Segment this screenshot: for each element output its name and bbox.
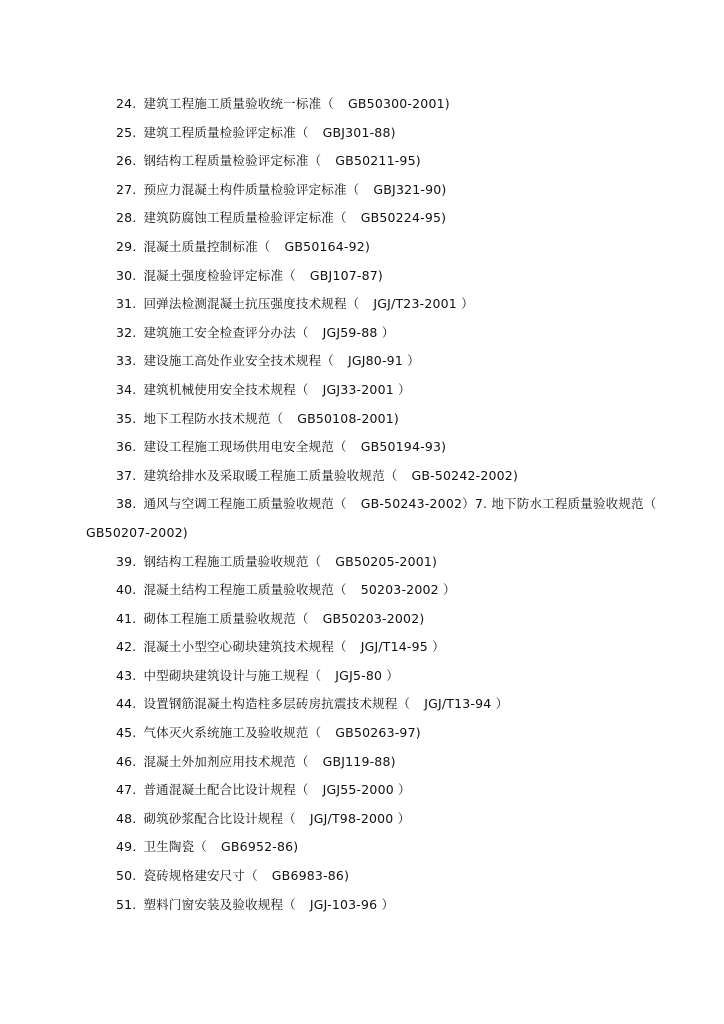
item-number: 43. bbox=[116, 667, 137, 683]
item-code: JGJ5-80 ） bbox=[335, 667, 399, 683]
item-number: 28. bbox=[116, 210, 137, 226]
item-code: GB50300-2001) bbox=[348, 96, 450, 111]
item-number: 29. bbox=[116, 238, 137, 254]
item-title: 建筑施工安全检查评分办法（ bbox=[143, 324, 309, 340]
list-item bbox=[86, 119, 686, 148]
list-item bbox=[86, 576, 686, 605]
item-number: 49. bbox=[116, 839, 137, 855]
list-item bbox=[86, 891, 686, 920]
list-item bbox=[86, 719, 686, 748]
item-number: 48. bbox=[116, 810, 137, 826]
item-code: GB50263-97) bbox=[335, 725, 421, 741]
item-code: GB50211-95) bbox=[335, 153, 421, 169]
item-code: JGJ/T23-2001 ） bbox=[373, 296, 474, 312]
list-item bbox=[86, 605, 686, 634]
item-number: 25. bbox=[116, 124, 137, 140]
item-code: GB50205-2001) bbox=[335, 553, 438, 569]
item-code: GBJ321-90) bbox=[373, 181, 447, 197]
item-number: 32. bbox=[116, 324, 137, 340]
item-code: JGJ/T13-94 ） bbox=[424, 696, 509, 712]
item-title: 钢结构工程施工质量验收规范（ bbox=[143, 553, 322, 569]
item-title: 气体灭火系统施工及验收规范（ bbox=[143, 725, 322, 741]
list-item bbox=[86, 662, 686, 691]
item-number: 34. bbox=[116, 381, 137, 397]
item-title: 回弹法检测混凝土抗压强度技术规程（ bbox=[143, 296, 360, 312]
item-number: 47. bbox=[116, 782, 137, 798]
item-number: 37. bbox=[116, 467, 137, 483]
item-code: JGJ33-2001 ） bbox=[322, 381, 411, 397]
item-title: 混凝土外加剂应用技术规范（ bbox=[143, 753, 309, 769]
item-code: JGJ55-2000 ） bbox=[322, 782, 411, 798]
item-code: JGJ80-91 ） bbox=[348, 353, 420, 369]
item-title: 塑料门窗安装及验收规程（ bbox=[143, 896, 296, 912]
list-item bbox=[86, 290, 686, 319]
list-item bbox=[86, 233, 686, 262]
item-number: 51. bbox=[116, 896, 137, 912]
standards-list bbox=[86, 90, 686, 919]
item-title: 混凝土小型空心砌块建筑技术规程（ bbox=[143, 639, 347, 655]
item-number: 45. bbox=[116, 725, 137, 741]
item-number: 44. bbox=[116, 696, 137, 712]
item-number: 26. bbox=[116, 153, 137, 169]
item-code: GB50108-2001) bbox=[297, 410, 400, 426]
list-item bbox=[86, 776, 686, 805]
item-title: 建筑给排水及采取暖工程施工质量验收规范（ bbox=[143, 467, 398, 483]
item-title: 建筑工程质量检验评定标准（ bbox=[143, 124, 309, 140]
item-title: 砌体工程施工质量验收规范（ bbox=[143, 610, 309, 626]
item-title: 地下工程防水技术规范（ bbox=[143, 410, 284, 426]
list-item bbox=[86, 433, 686, 462]
item-number: 27. bbox=[116, 181, 137, 197]
item-number: 42. bbox=[116, 639, 137, 655]
item-code: GBJ119-88) bbox=[322, 753, 396, 769]
list-item bbox=[86, 690, 686, 719]
item-number: 40. bbox=[116, 582, 137, 598]
item-code: GBJ107-87) bbox=[309, 267, 383, 283]
list-item bbox=[86, 833, 686, 862]
item-title: 普通混凝土配合比设计规程（ bbox=[143, 782, 309, 798]
item-title: 瓷砖规格建安尺寸（ bbox=[143, 868, 258, 884]
item-code: 50203-2002 ） bbox=[360, 582, 456, 598]
item-title: 建筑机械使用安全技术规程（ bbox=[143, 381, 309, 397]
item-title: 建筑工程施工质量验收统一标准（ bbox=[143, 96, 334, 111]
item-number: 30. bbox=[116, 267, 137, 283]
list-item bbox=[86, 405, 686, 434]
item-title: 中型砌块建筑设计与施工规程（ bbox=[143, 667, 322, 683]
item-number: 35. bbox=[116, 410, 137, 426]
list-item bbox=[86, 862, 686, 891]
list-item bbox=[86, 490, 686, 547]
list-item bbox=[86, 633, 686, 662]
item-code: JGJ/T98-2000 ） bbox=[309, 810, 411, 826]
item-title: 混凝土强度检验评定标准（ bbox=[143, 267, 296, 283]
item-title: 砌筑砂浆配合比设计规程（ bbox=[143, 810, 296, 826]
item-title: 混凝土结构工程施工质量验收规范（ bbox=[143, 582, 347, 598]
list-item bbox=[86, 548, 686, 577]
list-item bbox=[86, 90, 686, 119]
item-number: 36. bbox=[116, 439, 137, 455]
item-number: 50. bbox=[116, 868, 137, 884]
list-item bbox=[86, 262, 686, 291]
item-code: GB6952-86) bbox=[221, 839, 299, 855]
item-title: 建筑防腐蚀工程质量检验评定标准（ bbox=[143, 210, 347, 226]
item-code: GB-50242-2002) bbox=[411, 467, 519, 483]
item-number: 38. bbox=[116, 496, 137, 512]
item-number: 39. bbox=[116, 553, 137, 569]
item-title: 钢结构工程质量检验评定标准（ bbox=[143, 153, 322, 169]
item-number: 24. bbox=[116, 96, 137, 111]
item-number: 31. bbox=[116, 296, 137, 312]
item-code: GBJ301-88) bbox=[322, 124, 396, 140]
item-code: JGJ59-88 ） bbox=[322, 324, 395, 340]
item-title: 建设施工高处作业安全技术规程（ bbox=[143, 353, 334, 369]
list-item bbox=[86, 805, 686, 834]
list-item bbox=[86, 147, 686, 176]
list-item bbox=[86, 319, 686, 348]
list-item bbox=[86, 376, 686, 405]
list-item bbox=[86, 462, 686, 491]
item-number: 33. bbox=[116, 353, 137, 369]
item-title: 卫生陶瓷（ bbox=[143, 839, 207, 855]
item-code: GB50203-2002) bbox=[322, 610, 425, 626]
item-number: 46. bbox=[116, 753, 137, 769]
item-code: GB50224-95) bbox=[360, 210, 447, 226]
item-title: 通风与空调工程施工质量验收规范（ bbox=[143, 496, 347, 512]
list-item bbox=[86, 204, 686, 233]
item-code: JGJ-103-96 ） bbox=[309, 896, 395, 912]
list-item bbox=[86, 748, 686, 777]
item-code: GB6983-86) bbox=[271, 868, 350, 884]
item-code: GB50164-92) bbox=[284, 238, 371, 254]
list-item bbox=[86, 176, 686, 205]
item-code: JGJ/T14-95 ） bbox=[360, 639, 445, 655]
item-code: GB50194-93) bbox=[360, 439, 447, 455]
item-title: 预应力混凝土构件质量检验评定标准（ bbox=[143, 181, 360, 197]
item-number: 41. bbox=[116, 610, 137, 626]
item-code: GB-50243-2002）7. 地下防水工程质量验收规范（ GB50207-2002) bbox=[86, 496, 657, 540]
item-title: 混凝土质量控制标准（ bbox=[143, 238, 271, 254]
item-title: 建设工程施工现场供用电安全规范（ bbox=[143, 439, 347, 455]
list-item bbox=[86, 347, 686, 376]
item-title: 设置钢筋混凝土构造柱多层砖房抗震技术规程（ bbox=[143, 696, 411, 712]
